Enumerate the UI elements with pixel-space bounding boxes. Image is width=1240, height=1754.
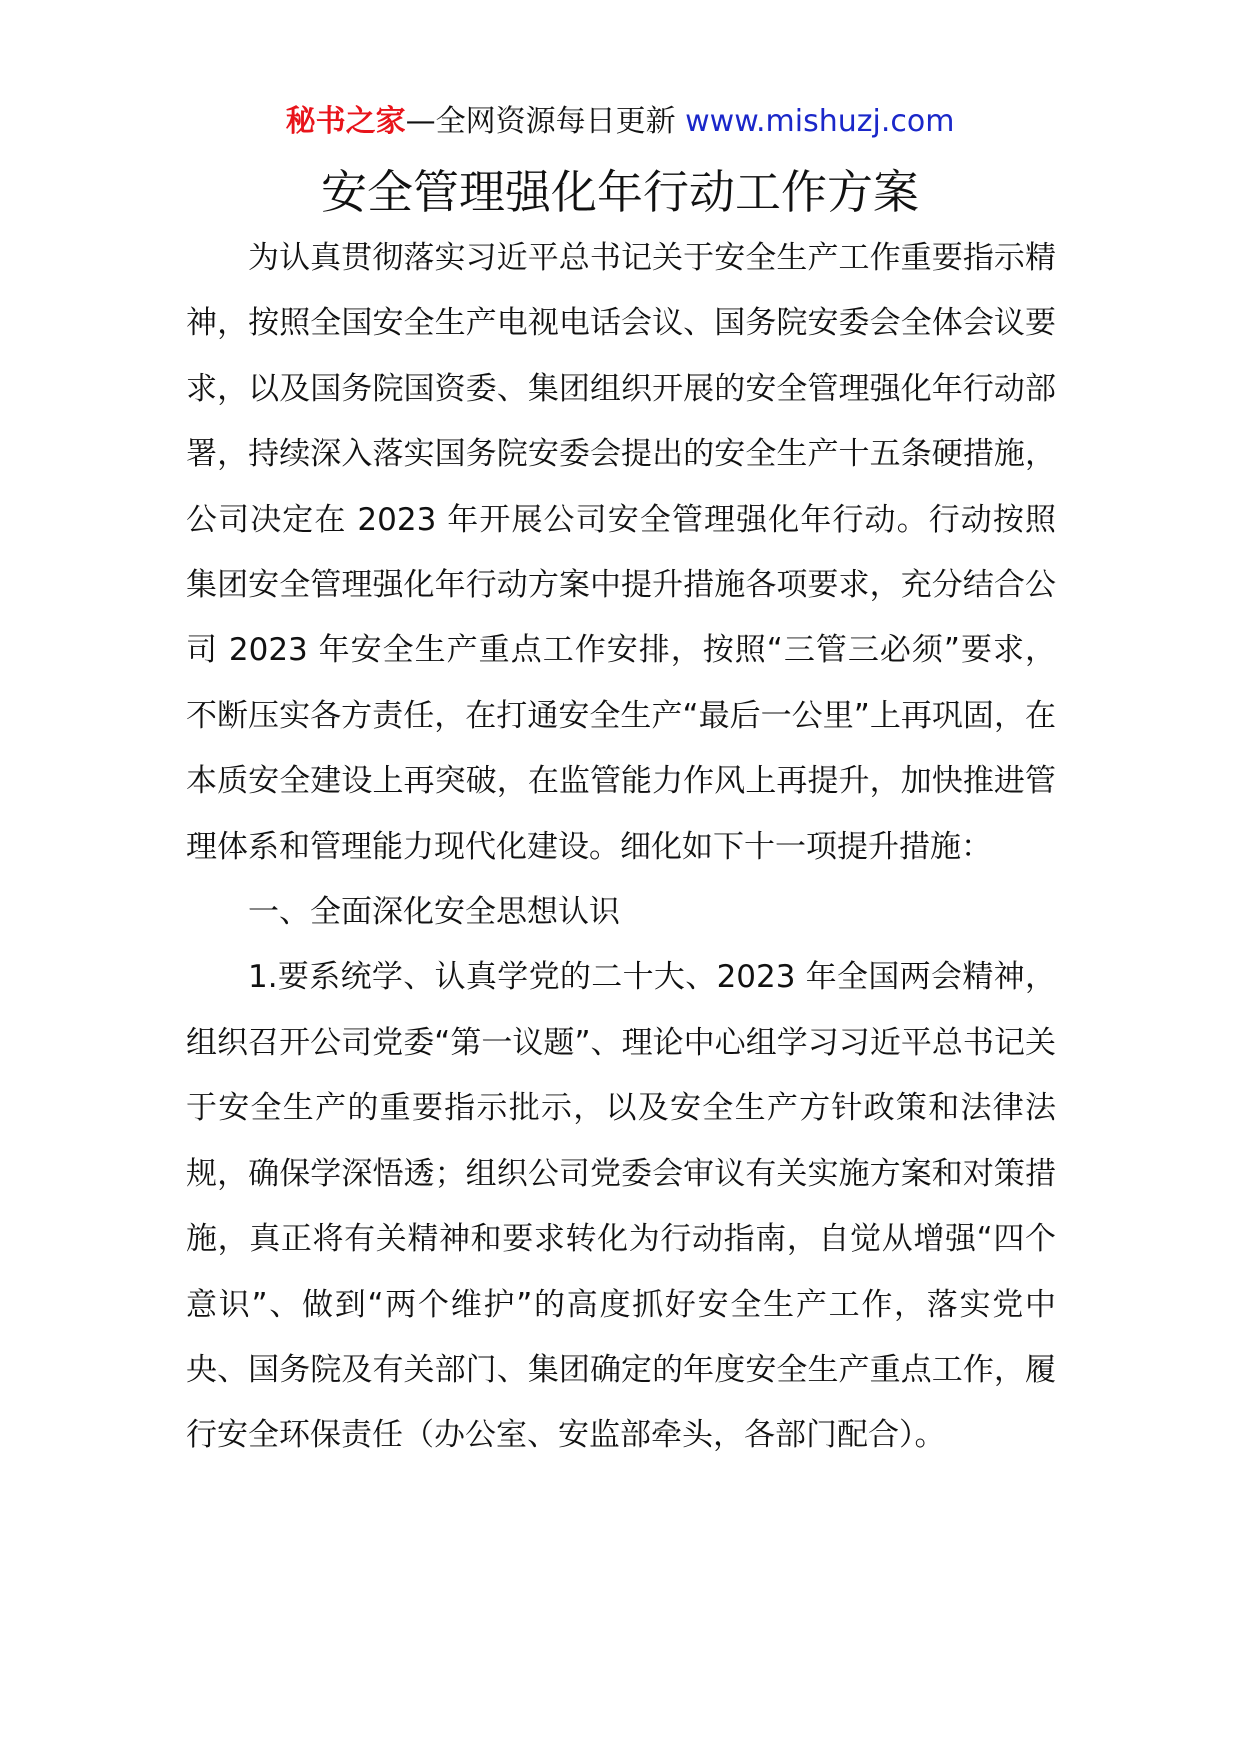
brand-name: 秘书之家	[285, 104, 406, 139]
body-paragraph: 1.要系统学、认真学党的二十大、2023 年全国两会精神，组织召开公司党委“第一议题”、理论中心组学习习近平总书记关于安全生产的重要指示批示，以及安全生产方针政策和法律法规，确保学深悟透；组织公司党委会审议有关实施方案和对策措施，真正将有关精神和要求转化为行动指南，自觉从增强“四个意识”、做到“两个维护”的高度抓好安全生产工作，落实党中央、国务院及有关部门、集团确定的年度安全生产重点工作，履行安全环保责任（办公室、安监部牵头，各部门配合）。	[186, 959, 1056, 1454]
intro-paragraph: 为认真贯彻落实习近平总书记关于安全生产工作重要指示精神，按照全国安全生产电视电话会议、国务院安委会全体会议要求，以及国务院国资委、集团组织开展的安全管理强化年行动部署，持续深入落实国务院安委会提出的安全生产十五条硬措施，公司决定在 2023 年开展公司安全管理强化年行动。行动按照集团安全管理强化年行动方案中提升措施各项要求，充分结合公司 2023 年安全生产重点工作安排，按照“三管三必须”要求，不断压实各方责任，在打通安全生产“最后一公里”上再巩固，在本质安全建设上再突破，在监管能力作风上再提升，加快推进管理体系和管理能力现代化建设。细化如下十一项提升措施：	[186, 240, 1056, 865]
header-tagline: —全网资源每日更新	[405, 104, 686, 139]
site-url-link[interactable]: www.mishuzj.com	[685, 104, 955, 139]
section-heading: 一、全面深化安全思想认识	[248, 894, 620, 931]
document-body	[186, 226, 1056, 1469]
page-header	[0, 100, 1240, 144]
document-title: 安全管理强化年行动工作方案	[321, 165, 919, 219]
